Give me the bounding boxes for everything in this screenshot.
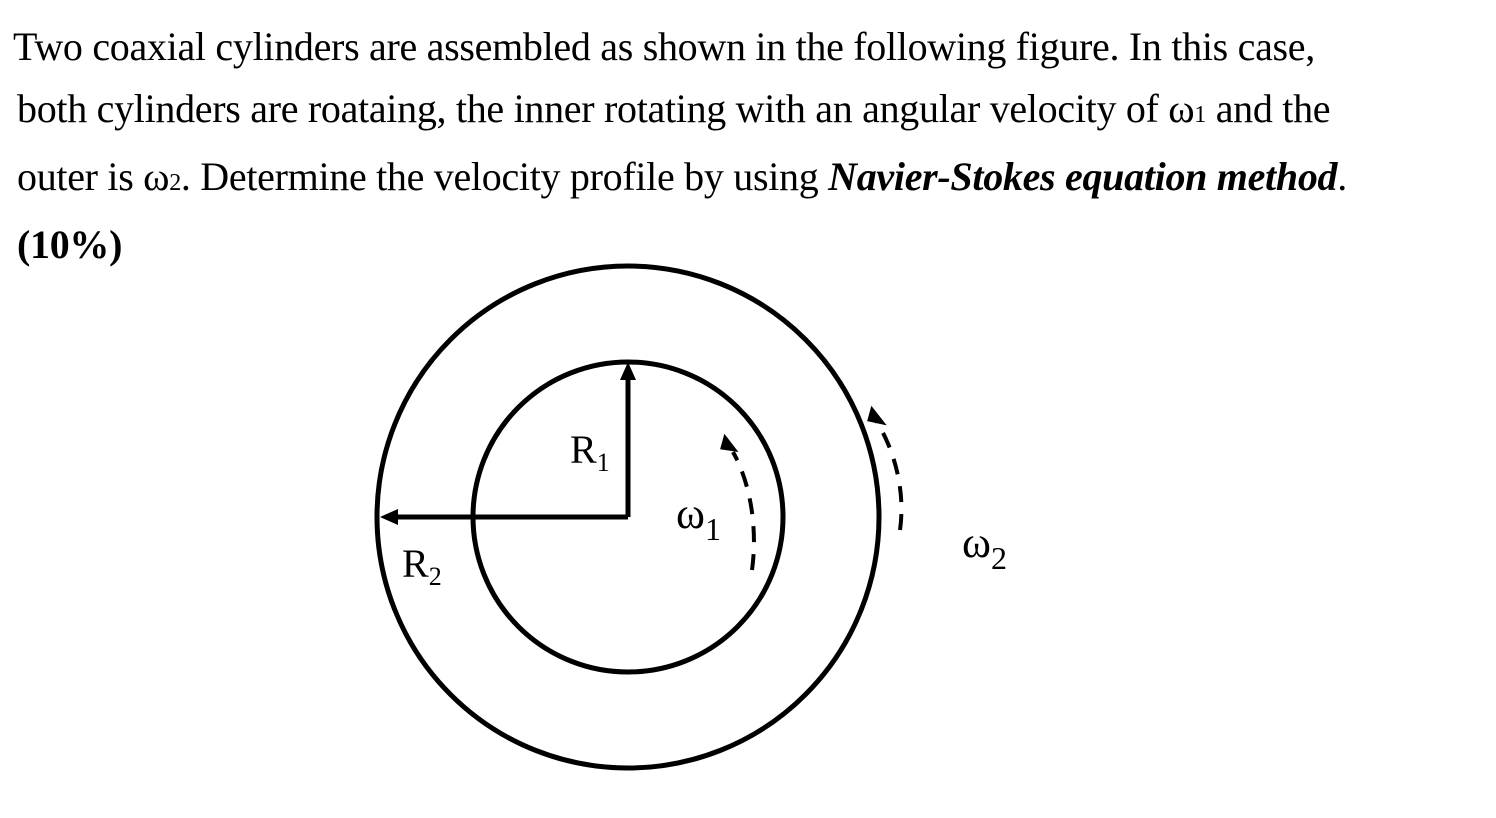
method-name: Navier-Stokes equation method [828,154,1338,199]
question-line-3-period: . [1337,154,1347,199]
question-line-3-text: outer is ω [17,154,170,199]
omega2-subscript: 2 [169,170,181,196]
r2-arrow [380,509,628,525]
question-line-2-end: and the [1206,86,1331,131]
omega1-label: $\omega_1$ [676,489,721,547]
r1-arrow [620,362,636,517]
omega2-label: $\omega_2$ [962,518,1007,576]
question-line-2-text: both cylinders are roataing, the inner rotating with an angular velocity of ω [17,86,1195,131]
r2-label: $R_2$ [402,541,442,591]
question-points: (10%) [17,222,123,267]
question-line-3-middle: . Determine the velocity profile by using [180,154,829,199]
omega1-rotation-arrow [722,437,754,570]
r1-label: $R_1$ [570,427,610,477]
question-line-1: Two coaxial cylinders are assembled as shown in the following figure. In this case, [13,24,1315,69]
omega1-subscript: 1 [1194,102,1206,128]
